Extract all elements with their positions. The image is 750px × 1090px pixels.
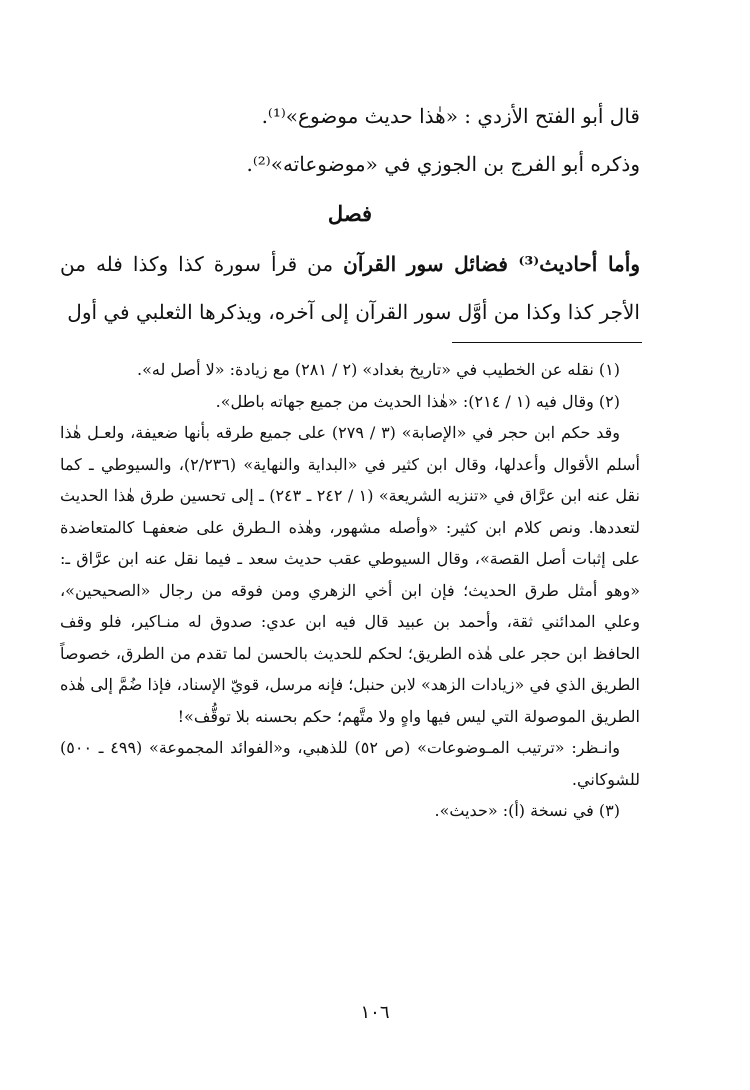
footnotes bbox=[60, 354, 640, 827]
page-number: ١٠٦ bbox=[360, 1002, 390, 1023]
main-line-2: وذكره أبو الفرج بن الجوزي في «موضوعاته»⁽²⁾. bbox=[246, 152, 640, 176]
main-text bbox=[60, 92, 640, 336]
footnote-1: (١) نقله عن الخطيب في «تاريخ بغداد» (٢ / ٢٨١) مع زيادة: «لا أصل له». bbox=[137, 360, 620, 379]
main-paragraph bbox=[60, 240, 640, 336]
footnote-3: (٣) في نسخة (أ): «حديث». bbox=[434, 801, 620, 820]
main-line-1: قال أبو الفتح الأزدي : «هٰذا حديث موضوع»⁽¹⁾. bbox=[261, 104, 640, 128]
section-title: فصل bbox=[327, 201, 373, 226]
paragraph-body: من قرأ سورة كذا وكذا فله من الأجر كذا وكذا من أوَّل سور القرآن إلى آخره، ويذكرها الثعلبي في أول bbox=[60, 252, 640, 324]
footnote-2-continuation: وقد حكم ابن حجر في «الإصابة» (٣ / ٢٧٩) على جميع طرقه بأنها ضعيفة، ولعـل هٰذا أسلم الأقوال وأعدلها، وقال ابن كثير في «البداية والنهاية» (٢/٢٣٦)، والسيوطي ـ كما نقل عنه ابن عرَّاق في «تنزيه الشريعة» (١ / ٢٤٢ ـ ٢٤٣) ـ إلى تحسين طرق هٰذا الحديث لتعددها. ونص كلام ابن كثير: «وأصله مشهور، وهٰذه الـطرق على ضعفهـا كالمتعاضدة على إثبات أصل القصة»، وقال السيوطي عقب حديث سعد ـ فيما نقل عنه ابن عرَّاق ـ: «وهو أمثل طرق الحديث؛ فإن ابن أخي الزهري ومن فوقه من رجال «الصحيحين»، وعلي المدائني ثقة، وأحمد بن عبيد قال فيه ابن عدي: صدوق له منـاكير، فلو وقف الحافظ ابن حجر على هٰذه الطريق؛ لحكم للحديث بالحسن لما تقدم من الطرق، خصوصاً الطريق الذي في «زيادات الزهد» لابن حنبل؛ فإنه مرسل، قويّ الإسناد، فإذا ضُمَّ إلى هٰذه الطريق الموصولة التي ليس فيها واهٍ ولا متَّهم؛ حكم بحسنه بلا توقُّف»! bbox=[60, 423, 641, 726]
footnote-2: (٢) وقال فيه (١ / ٢١٤): «هٰذا الحديث من جميع جهاته باطل». bbox=[215, 391, 620, 411]
footnote-2-see-also: وانـظر: «ترتيب المـوضوعات» (ص ٥٢) للذهبي، و«الفوائد المجموعة» (٤٩٩ ـ ٥٠٠) للشوكاني. bbox=[60, 738, 640, 789]
paragraph-lead: وأما أحاديث⁽³⁾ فضائل سور القرآن bbox=[343, 252, 640, 276]
footnote-separator bbox=[452, 342, 642, 343]
